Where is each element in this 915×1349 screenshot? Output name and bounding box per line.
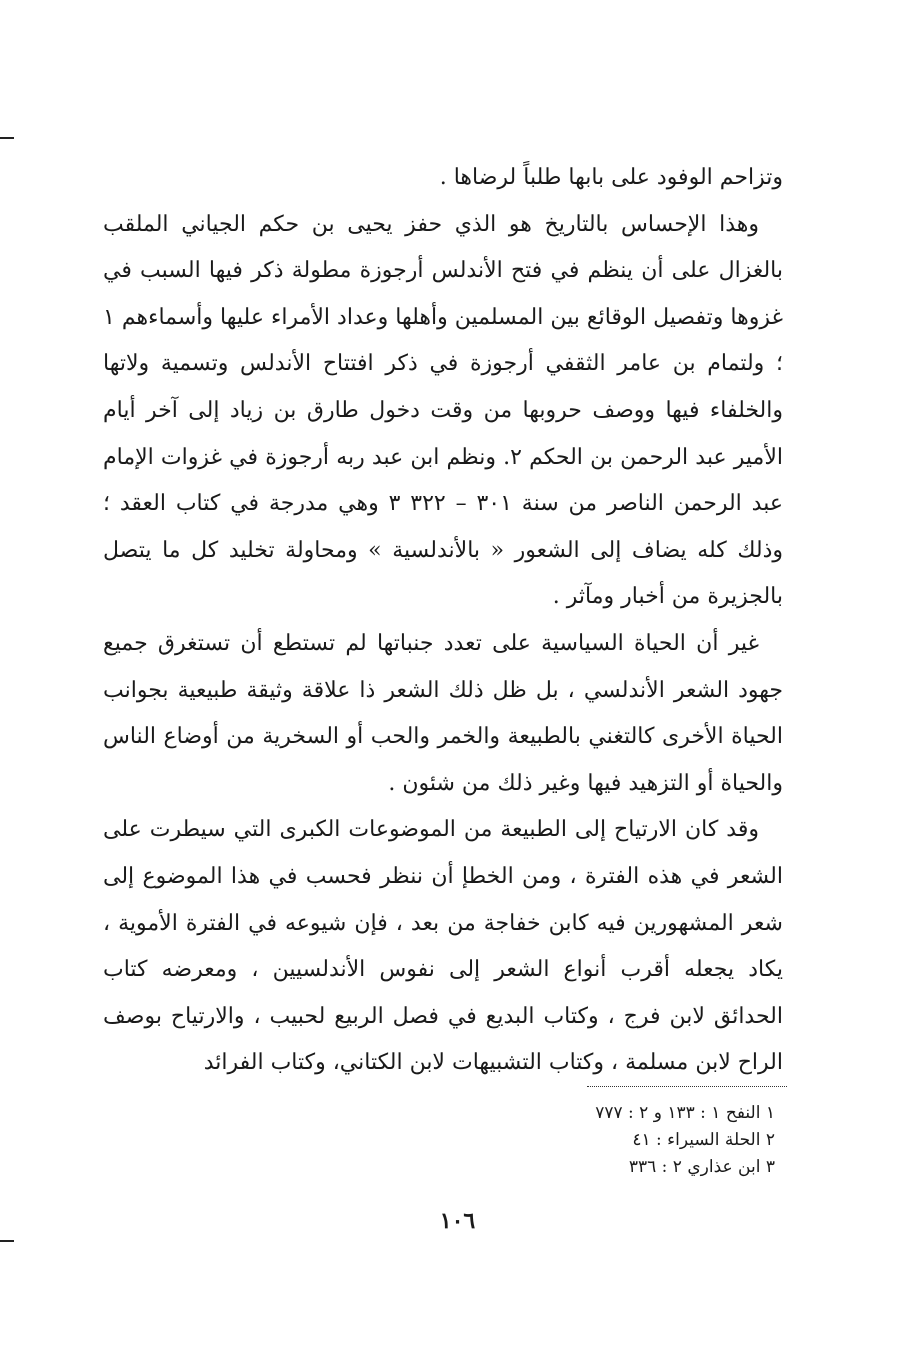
body-text xyxy=(103,155,783,1087)
footnote-3: ٣ ابن عذاري ٢ : ٣٣٦ xyxy=(628,1157,775,1177)
paragraph-1: وتزاحم الوفود على بابها طلباً لرضاها . xyxy=(439,165,783,190)
left-margin-mark-bottom xyxy=(0,1240,14,1242)
footnotes xyxy=(375,1100,775,1181)
footnote-1: ١ النفح ١ : ١٣٣ و ٢ : ٧٧٧ xyxy=(595,1103,775,1123)
page-number: ١٠٦ xyxy=(439,1208,476,1234)
left-margin-mark-top xyxy=(0,137,14,139)
paragraph-2: وهذا الإحساس بالتاريخ هو الذي حفز يحيى بن حكم الجياني الملقب بالغزال على أن ينظم في فتح الأندلس أرجوزة مطولة ذكر فيها السبب في غزوها وتفصيل الوقائع بين المسلمين وأهلها وعداد الأمراء عليها وأسماءهم ١ ؛ ولتمام بن عامر الثقفي أرجوزة في ذكر افتتاح الأندلس وتسمية ولاتها والخلفاء فيها ووصف حروبها من وقت دخول طارق بن زياد إلى آخر أيام الأمير عبد الرحمن بن الحكم ٢. ونظم ابن عبد ربه أرجوزة في غزوات الإمام عبد الرحمن الناصر من سنة ٣٠١ – ٣٢٢ ٣ وهي مدرجة في كتاب العقد ؛ وذلك كله يضاف إلى الشعور « بالأندلسية » ومحاولة تخليد كل ما يتصل بالجزيرة من أخبار ومآثر . xyxy=(103,211,783,610)
footnote-2: ٢ الحلة السيراء : ٤١ xyxy=(632,1130,775,1150)
paragraph-4: وقد كان الارتياح إلى الطبيعة من الموضوعات الكبرى التي سيطرت على الشعر في هذه الفترة ، ومن الخطإ أن ننظر فحسب في هذا الموضوع إلى شعر المشهورين فيه كابن خفاجة من بعد ، فإن شيوعه في الفترة الأموية ، يكاد يجعله أقرب أنواع الشعر إلى نفوس الأندلسيين ، ومعرضه كتاب الحدائق لابن فرج ، وكتاب البديع في فصل الربيع لحبيب ، والارتياح بوصف الراح لابن مسلمة ، وكتاب التشبيهات لابن الكتاني، وكتاب الفرائد xyxy=(103,817,783,1076)
paragraph-3: غير أن الحياة السياسية على تعدد جنباتها لم تستطع أن تستغرق جميع جهود الشعر الأندلسي ، بل ظل ذلك الشعر ذا علاقة وثيقة طبيعية بجوانب الحياة الأخرى كالتغني بالطبيعة والخمر والحب أو السخرية من أوضاع الناس والحياة أو التزهيد فيها وغير ذلك من شئون . xyxy=(103,630,783,796)
footnote-divider xyxy=(587,1086,787,1087)
